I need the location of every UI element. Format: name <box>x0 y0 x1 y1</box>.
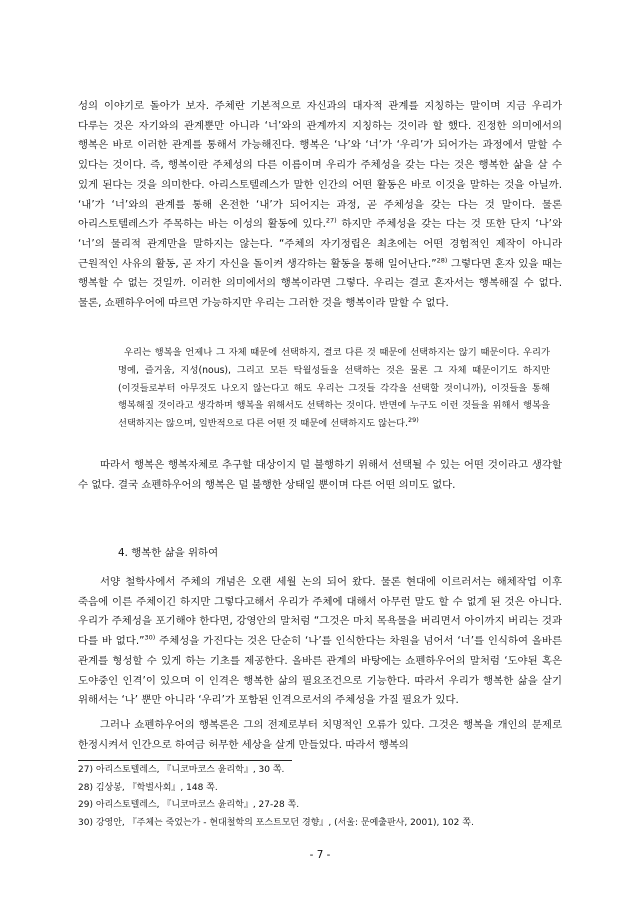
footnote-item: 30) 강영안, 『주체는 죽었는가 - 현대철학의 포스트모던 경향』, (서울: 문예출판사, 2001), 102 쪽. <box>78 817 474 828</box>
body-paragraph-3 <box>78 573 562 711</box>
footnote-item: 29) 아리스토텔레스, 『니코마코스 윤리학』, 27-28 쪽. <box>78 800 300 811</box>
footnote-marker: 30) <box>144 633 156 642</box>
section-heading: 4. 행복한 삶을 위하여 <box>118 547 219 559</box>
footnote-marker: 28) <box>436 256 448 265</box>
footnote-divider <box>78 760 292 761</box>
body-paragraph-1 <box>78 97 562 314</box>
paragraph-text: 서양 철학사에서 주체의 개념은 오랜 세월 논의 되어 왔다. 물론 현대에 이르러서는 해체작업 이후 죽음에 이른 주체이긴 하지만 그렇다고해서 우리가 주체에 대해서 아무런 말도 할 수 없게 된 것은 아니다. 우리가 주체성을 포기해야 한다면, 강영안의 말처럼 “그것은 마치 목욕물을 버리면서 아이까지 버리는 것과 다를 바 없다.” <box>78 576 562 648</box>
footnote-item: 28) 김상봉, 『학벌사회』, 148 쪽. <box>78 782 218 793</box>
footnote-list <box>78 762 562 832</box>
paragraph-text: 주체성을 가진다는 것은 단순히 ‘나’를 인식한다는 차원을 넘어서 ‘너’를 인식하여 올바른 관계를 형성할 수 있게 하는 기초를 제공한다. 올바른 관계의 바탕에는 쇼펜하우어의 말처럼 ‘도야된 혹은 도야중인 인격’이 있으며 이 인격은 행복한 삶의 필요조건으로 기능한다. 따라서 우리가 행복한 삶을 살기 위해서는 ‘나’ 뿐만 아니라 ‘우리’가 포함된 인격으로서의 주체성을 가질 필요가 있다. <box>78 635 562 707</box>
page-number: - 7 - <box>309 849 331 861</box>
body-paragraph-2: 따라서 행복은 행복자체로 추구할 대상이지 덜 불행하기 위해서 선택될 수 있는 어떤 것이라고 생각할 수 없다. 결국 쇼펜하우어의 행복은 덜 불행한 상태일 뿐이며 다른 어떤 의미도 없다. <box>78 459 562 491</box>
body-paragraph-4: 그러나 쇼펜하우어의 행복론은 그의 전제로부터 치명적인 오류가 있다. 그것은 행복을 개인의 문제로 한정시켜서 인간으로 하여금 허무한 세상을 살게 만들었다. 따라서 행복의 <box>78 719 562 751</box>
footnote-marker: 29) <box>408 416 419 425</box>
block-quote <box>118 344 550 433</box>
paragraph-text: 그렇다면 혼자 있을 때는 행복할 수 없는 것일까. 이러한 의미에서의 행복이라면 그렇다. 우리는 결코 혼자서는 행복해질 수 없다. 물론, 쇼펜하우어에 따르면 가능하지만 우리는 그러한 것을 행복이라 말할 수 없다. <box>78 257 562 310</box>
footnote-marker: 27) <box>325 216 337 225</box>
quote-text: 우리는 행복을 언제나 그 자체 때문에 선택하지, 결코 다른 것 때문에 선택하지는 않기 때문이다. 우리가 명예, 즐거움, 지성(nous), 그리고 모든 탁월성들을 선택하는 것은 물론 그 자체 때문이기도 하지만(이것들로부터 아무것도 나오지 않는다고 해도 우리는 그것들 각각을 선택할 것이니까), 이것들을 통해 행복해질 것이라고 생각하며 행복을 위해서도 선택하는 것이다. 반면에 누구도 이런 것들을 위해서 행복을 선택하지는 않으며, 일반적으로 다른 어떤 것 때문에 선택하지도 않는다. <box>118 347 550 430</box>
footnote-item: 27) 아리스토텔레스, 『니코마코스 윤리학』, 30 쪽. <box>78 765 285 775</box>
paragraph-text: 성의 이야기로 돌아가 보자. 주체란 기본적으로 자신과의 대자적 관계를 지칭하는 말이며 지금 우리가 다루는 것은 자기와의 관계뿐만 아니라 ‘너’와의 관계까지 지칭하는 것이라 할 했다. 진정한 의미에서의 행복은 바로 이러한 관계를 통해서 가능해진다. 행복은 ‘나’와 ‘너’가 ‘우리’가 되어가는 과정에서 말할 수 있다는 것이다. 즉, 행복이란 주체성의 다른 이름이며 우리가 주체성을 갖는 다는 것은 행복한 삶을 살 수 있게 된다는 것을 의미한다. 아리스토텔레스가 말한 인간의 어떤 활동은 바로 이것을 말하는 것을 아닐까. ‘내’가 ‘너’와의 관계를 통해 온전한 ‘내’가 되어지는 과정, 곧 주체성을 갖는 다는 것 말이다. 물론 아리스토텔레스가 주목하는 바는 이성의 활동에 있다. <box>78 100 562 231</box>
paragraph-text: 하지만 주체성을 갖는 다는 것 또한 단지 ‘나’와 ‘너’의 물리적 관계만을 말하지는 않는다. “주체의 자기정립은 최초에는 어떤 경험적인 제작이 아니라 근원적인 사유의 활동, 곧 자기 자신을 돌이켜 생각하는 활동을 통해 일어난다.” <box>78 218 562 270</box>
